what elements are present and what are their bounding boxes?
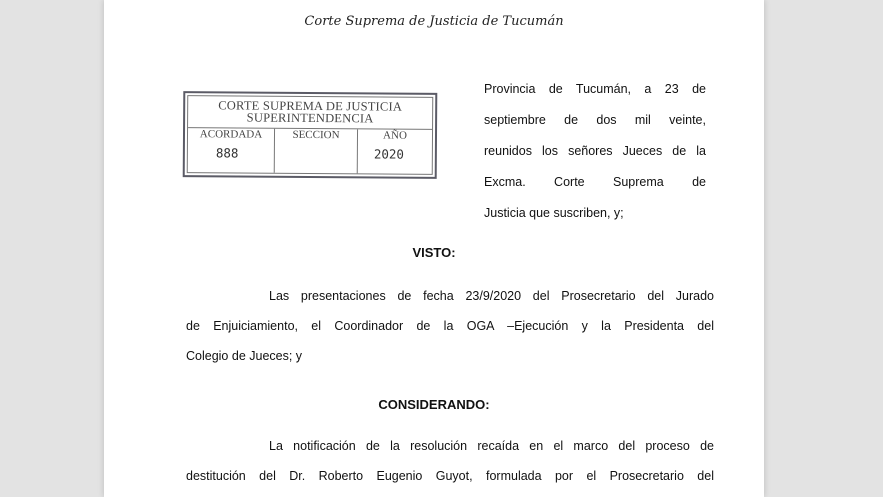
stamp-line-2: SUPERINTENDENCIA bbox=[246, 110, 374, 126]
stamp-cell-acordada bbox=[188, 128, 275, 173]
intro-line: Excma. Corte Suprema de bbox=[484, 175, 706, 189]
stamp-cell-anio bbox=[358, 129, 432, 174]
intro-line: Justicia que suscriben, y; bbox=[484, 206, 624, 220]
stamp-acordada-value: 888 bbox=[215, 145, 239, 161]
stamp-anio-value: 2020 bbox=[373, 146, 405, 162]
stamp-acordada-label: ACORDADA bbox=[199, 128, 263, 141]
paragraph-line: La notificación de la resolución recaída en el marco del proceso de bbox=[269, 439, 714, 453]
intro-paragraph bbox=[484, 74, 706, 229]
intro-line: reunidos los señores Jueces de la bbox=[484, 144, 706, 158]
paragraph-line: Las presentaciones de fecha 23/9/2020 del Prosecretario del Jurado bbox=[269, 289, 714, 303]
document-page bbox=[104, 0, 764, 497]
court-letterhead: Corte Suprema de Justicia de Tucumán bbox=[304, 14, 564, 29]
stamp-title bbox=[188, 96, 432, 125]
considerando-paragraph bbox=[186, 431, 714, 491]
stamp-seccion-label: SECCION bbox=[292, 128, 340, 142]
paragraph-line: de Enjuiciamiento, el Coordinador de la OGA –Ejecución y la Presidenta del bbox=[186, 319, 714, 333]
considerando-heading: CONSIDERANDO: bbox=[378, 397, 490, 412]
visto-heading: VISTO: bbox=[412, 245, 456, 260]
stamp-line-1: CORTE SUPREMA DE JUSTICIA bbox=[218, 98, 403, 114]
stamp-frame bbox=[187, 95, 434, 175]
visto-paragraph bbox=[186, 281, 714, 371]
stamp-cell-seccion bbox=[275, 129, 358, 174]
paragraph-line: Colegio de Jueces; y bbox=[186, 349, 303, 363]
stamp-anio-label: AÑO bbox=[383, 129, 407, 142]
intro-line: septiembre de dos mil veinte, bbox=[484, 113, 706, 127]
acordada-stamp bbox=[183, 91, 438, 179]
stamp-grid bbox=[188, 127, 432, 174]
paragraph-line: destitución del Dr. Roberto Eugenio Guyot, formulada por el Prosecretario del bbox=[186, 469, 714, 483]
intro-line: Provincia de Tucumán, a 23 de bbox=[484, 82, 706, 96]
